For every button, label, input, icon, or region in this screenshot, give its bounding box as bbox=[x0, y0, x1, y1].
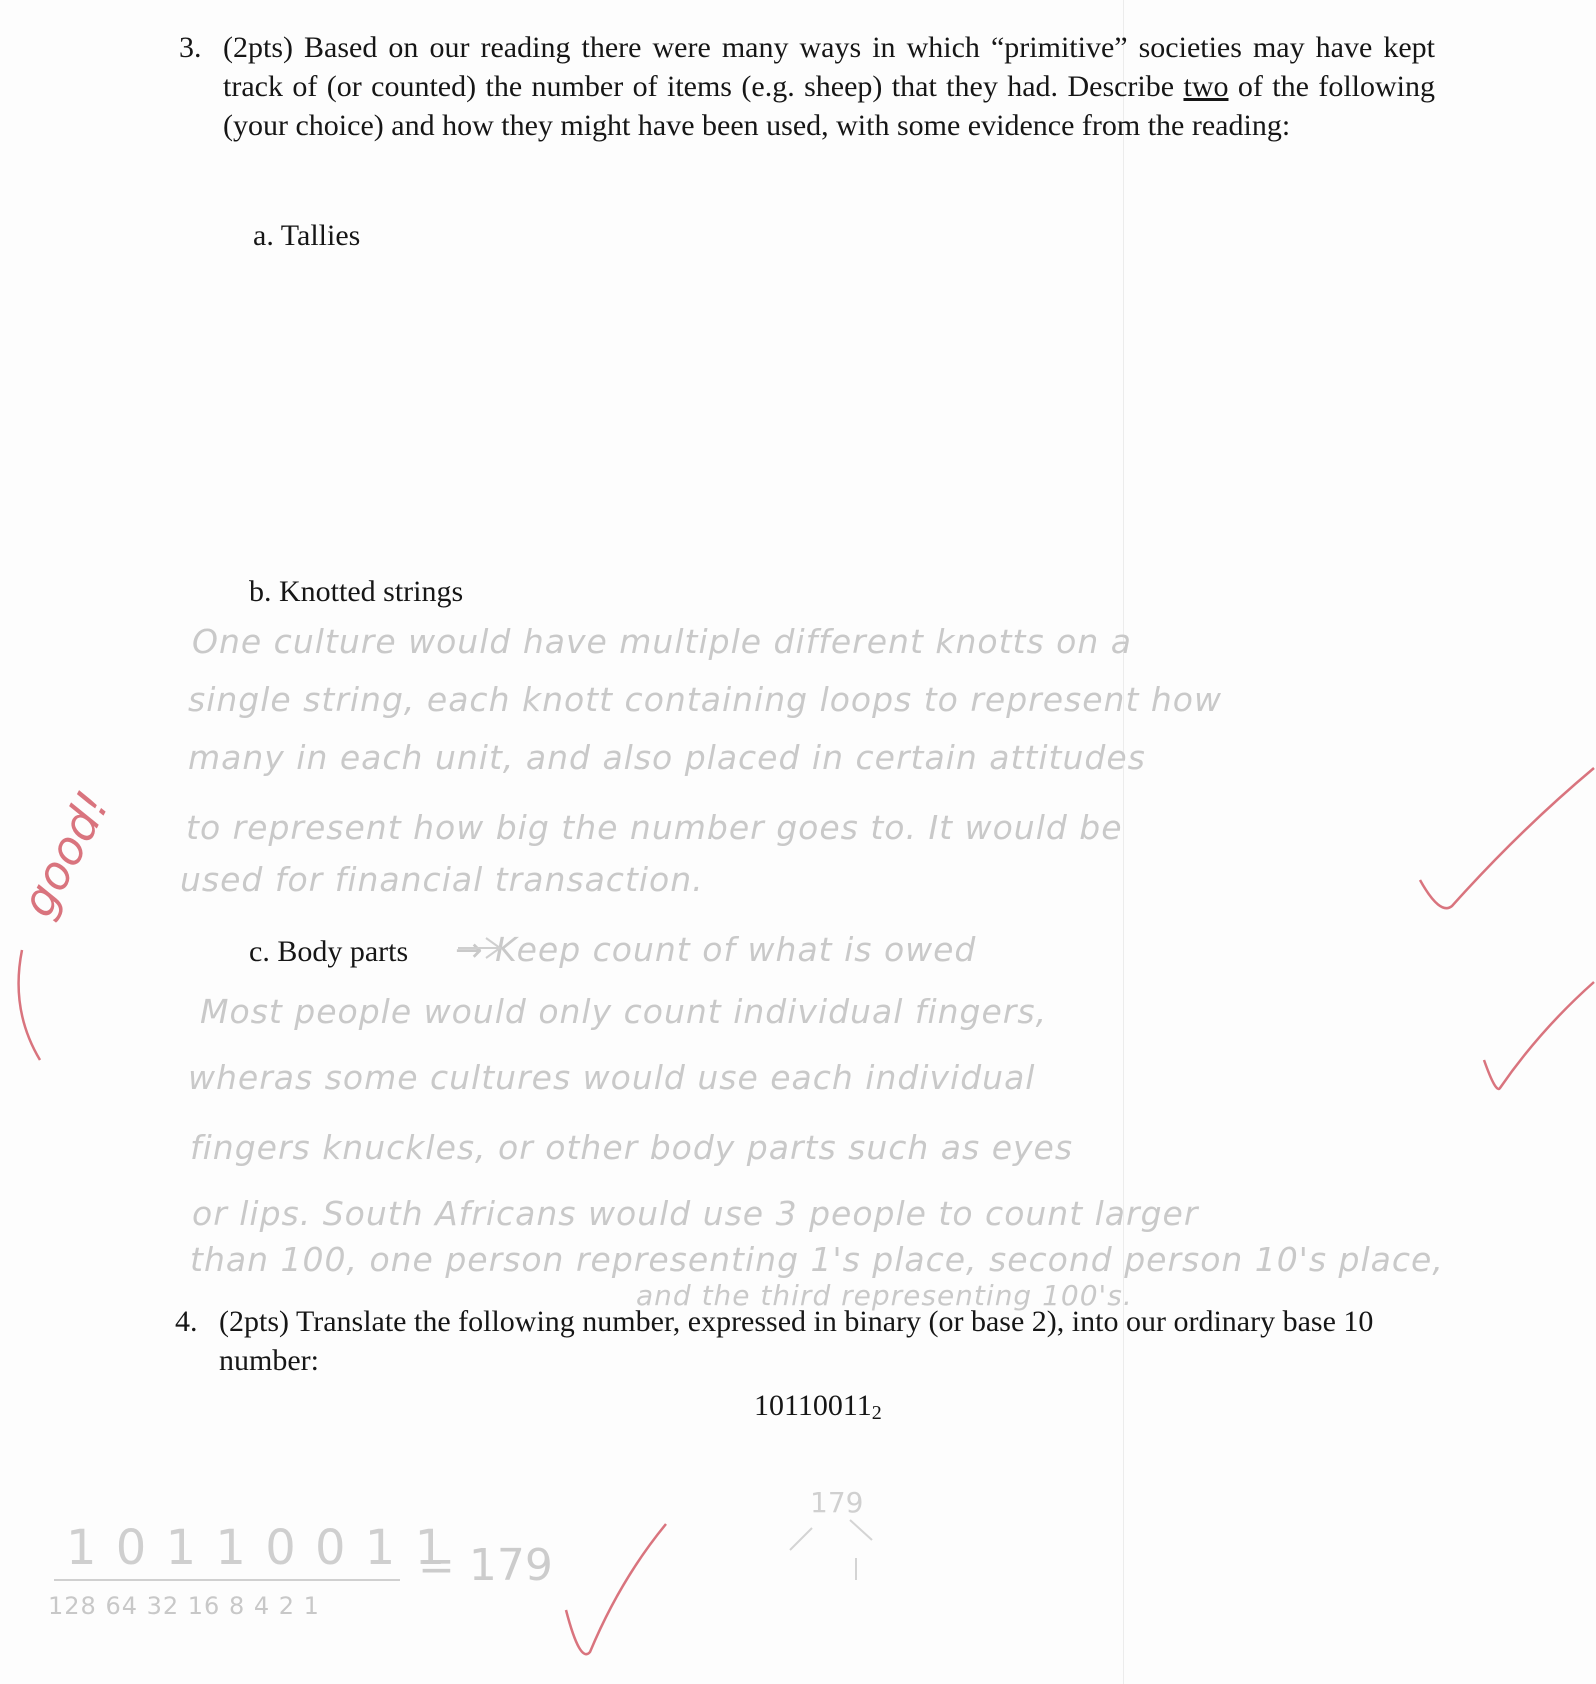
answer-b-line-5: used for financial transaction. bbox=[180, 860, 704, 899]
option-a-tallies: a. Tallies bbox=[253, 219, 361, 252]
answer-c-line-1: Most people would only count individual fingers, bbox=[200, 992, 1048, 1031]
base-subscript: 2 bbox=[871, 1402, 882, 1424]
check-mark-answer-b bbox=[1420, 768, 1594, 908]
binary-number: $10110011_2$ bbox=[754, 1389, 882, 1424]
answer-c-line-4: or lips. South Africans would use 3 people to count larger bbox=[192, 1194, 1199, 1233]
grader-comment-good: good! bbox=[10, 782, 121, 926]
check-mark-answer-c bbox=[1484, 982, 1594, 1089]
answer-c-line-3: fingers knuckles, or other body parts such as eyes bbox=[190, 1128, 1074, 1167]
question-4-prompt: (2pts) Translate the following number, expressed in binary (or base 2), into our ordinary base 10 number: bbox=[219, 1305, 1374, 1377]
underlined-two: two bbox=[1183, 70, 1229, 103]
option-b-knotted-strings: b. Knotted strings bbox=[249, 575, 464, 608]
answer-b-line-2: single string, each knott containing loops to represent how bbox=[188, 680, 1222, 719]
work-equals-result: = 179 bbox=[418, 1540, 553, 1591]
side-result-179: 179 bbox=[810, 1486, 864, 1519]
grader-comment-stroke bbox=[19, 950, 40, 1060]
question-3-number: 3. bbox=[179, 31, 202, 64]
answer-b-line-1: One culture would have multiple different knotts on a bbox=[192, 622, 1132, 661]
check-mark-question-4 bbox=[566, 1524, 666, 1654]
question-4-number: 4. bbox=[175, 1305, 198, 1338]
answer-c-line-5: than 100, one person representing 1's place, second person 10's place, bbox=[190, 1240, 1444, 1279]
side-work-marks bbox=[790, 1520, 872, 1580]
answer-c-line-2: wheras some cultures would use each individual bbox=[188, 1058, 1036, 1097]
answer-c-line-6: and the third representing 100's. bbox=[636, 1279, 1133, 1312]
answer-b-line-4: to represent how big the number goes to. It would be bbox=[186, 808, 1123, 847]
arrow-icon bbox=[458, 938, 500, 958]
option-c-body-parts: c. Body parts bbox=[249, 935, 409, 968]
question-3-prompt: (2pts) Based on our reading there were many ways in which “primitive” societies may have kept track of (or counted) the number of items (e.g. sheep) that they had. Describe two of the following (your choice) and how they might have been used, with some evidence from the reading: bbox=[223, 31, 1435, 142]
work-place-values: 128 64 32 16 8 4 2 1 bbox=[48, 1592, 320, 1620]
answer-c-arrow-note: → Keep count of what is owed bbox=[455, 930, 977, 969]
answer-b-line-3: many in each unit, and also placed in certain attitudes bbox=[188, 738, 1146, 777]
work-binary-digits: 1 0 1 1 0 0 1 1 bbox=[66, 1520, 448, 1576]
